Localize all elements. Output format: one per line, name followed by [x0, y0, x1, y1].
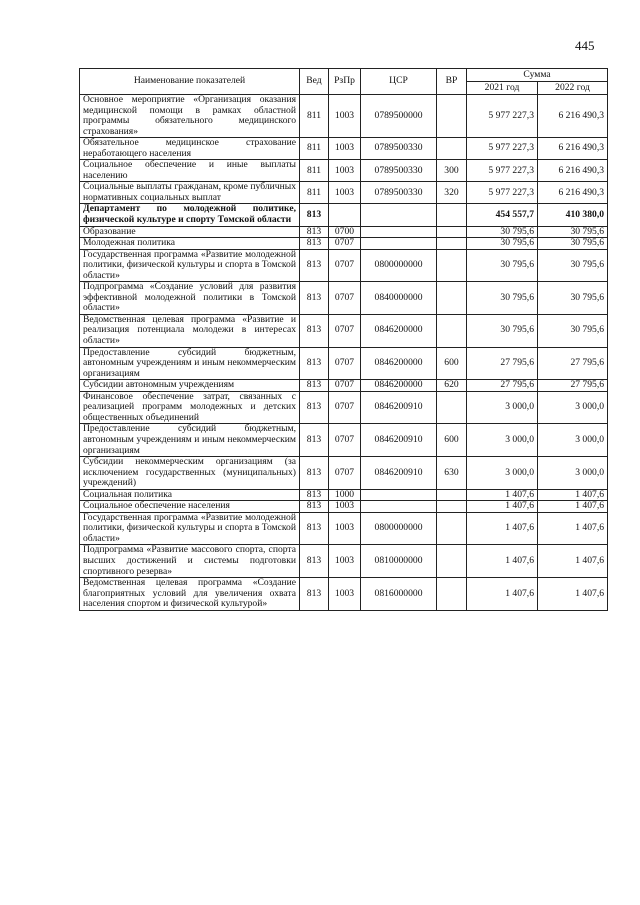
header-year-2021: 2021 год — [467, 82, 538, 95]
cell-csr: 0846200910 — [361, 457, 437, 490]
cell-csr — [361, 501, 437, 513]
table-row — [80, 160, 608, 182]
cell-amount-2021: 30 795,6 — [467, 314, 538, 347]
cell-csr: 0800000000 — [361, 249, 437, 282]
cell-ved: 813 — [300, 391, 329, 424]
cell-ved: 813 — [300, 380, 329, 392]
cell-name: Финансовое обеспечение затрат, связанных с реализацией программ молодежных и детских общественных объединений — [80, 391, 300, 424]
cell-csr: 0800000000 — [361, 512, 437, 545]
cell-name: Основное мероприятие «Организация оказания медицинской помощи в рамках областной программы обязательного медицинского страхования» — [80, 95, 300, 138]
cell-csr: 0846200000 — [361, 380, 437, 392]
cell-name: Подпрограмма «Создание условий для развития эффективной молодежной политики в Томской области» — [80, 282, 300, 315]
cell-amount-2021: 5 977 227,3 — [467, 138, 538, 160]
cell-name: Образование — [80, 226, 300, 238]
cell-csr: 0789500000 — [361, 95, 437, 138]
table-row — [80, 282, 608, 315]
cell-ved: 813 — [300, 226, 329, 238]
cell-csr: 0846200910 — [361, 391, 437, 424]
cell-csr: 0840000000 — [361, 282, 437, 315]
cell-rzpr: 1003 — [329, 138, 361, 160]
cell-ved: 813 — [300, 347, 329, 380]
cell-amount-2022: 30 795,6 — [538, 226, 608, 238]
cell-amount-2022: 1 407,6 — [538, 545, 608, 578]
cell-csr — [361, 238, 437, 250]
cell-amount-2022: 30 795,6 — [538, 314, 608, 347]
cell-rzpr: 0707 — [329, 457, 361, 490]
cell-vr: 600 — [437, 347, 467, 380]
cell-amount-2021: 1 407,6 — [467, 501, 538, 513]
table-row — [80, 204, 608, 226]
cell-vr — [437, 501, 467, 513]
cell-amount-2022: 3 000,0 — [538, 457, 608, 490]
cell-amount-2022: 410 380,0 — [538, 204, 608, 226]
cell-ved: 811 — [300, 95, 329, 138]
cell-name: Социальные выплаты гражданам, кроме публичных нормативных социальных выплат — [80, 182, 300, 204]
table-row — [80, 457, 608, 490]
cell-name: Обязательное медицинское страхование неработающего населения — [80, 138, 300, 160]
cell-name: Социальное обеспечение и иные выплаты населению — [80, 160, 300, 182]
cell-amount-2022: 6 216 490,3 — [538, 95, 608, 138]
cell-ved: 813 — [300, 457, 329, 490]
cell-ved: 813 — [300, 545, 329, 578]
cell-amount-2021: 3 000,0 — [467, 424, 538, 457]
cell-ved: 813 — [300, 238, 329, 250]
cell-vr: 320 — [437, 182, 467, 204]
cell-amount-2021: 5 977 227,3 — [467, 182, 538, 204]
cell-ved: 813 — [300, 249, 329, 282]
cell-name: Ведомственная целевая программа «Создание благоприятных условий для увеличения охвата населения спортом и физической культурой» — [80, 578, 300, 611]
cell-rzpr: 0707 — [329, 347, 361, 380]
cell-amount-2021: 30 795,6 — [467, 238, 538, 250]
table-row — [80, 238, 608, 250]
cell-amount-2022: 1 407,6 — [538, 501, 608, 513]
cell-name: Департамент по молодежной политике, физической культуре и спорту Томской области — [80, 204, 300, 226]
cell-ved: 813 — [300, 578, 329, 611]
header-ved: Вед — [300, 69, 329, 95]
cell-name: Социальная политика — [80, 489, 300, 501]
cell-vr — [437, 391, 467, 424]
cell-rzpr: 1003 — [329, 182, 361, 204]
cell-rzpr: 0707 — [329, 380, 361, 392]
cell-amount-2022: 6 216 490,3 — [538, 182, 608, 204]
cell-amount-2021: 30 795,6 — [467, 226, 538, 238]
cell-vr — [437, 249, 467, 282]
table-row — [80, 182, 608, 204]
table-body — [80, 95, 608, 611]
cell-name: Подпрограмма «Развитие массового спорта, спорта высших достижений и системы подготовки спортивного резерва» — [80, 545, 300, 578]
cell-vr — [437, 489, 467, 501]
cell-name: Молодежная политика — [80, 238, 300, 250]
cell-ved: 811 — [300, 160, 329, 182]
cell-amount-2022: 30 795,6 — [538, 238, 608, 250]
cell-amount-2022: 27 795,6 — [538, 347, 608, 380]
cell-amount-2022: 1 407,6 — [538, 512, 608, 545]
cell-amount-2021: 1 407,6 — [467, 545, 538, 578]
table-row — [80, 501, 608, 513]
cell-vr — [437, 512, 467, 545]
cell-vr — [437, 282, 467, 315]
cell-csr — [361, 226, 437, 238]
cell-ved: 813 — [300, 314, 329, 347]
cell-vr: 300 — [437, 160, 467, 182]
cell-rzpr: 1003 — [329, 501, 361, 513]
table-row — [80, 249, 608, 282]
cell-rzpr: 1003 — [329, 512, 361, 545]
cell-amount-2021: 454 557,7 — [467, 204, 538, 226]
cell-name: Государственная программа «Развитие молодежной политики, физической культуры и спорта в Томской области» — [80, 512, 300, 545]
cell-amount-2021: 3 000,0 — [467, 391, 538, 424]
table-row — [80, 347, 608, 380]
cell-name: Предоставление субсидий бюджетным, автономным учреждениям и иным некоммерческим организациям — [80, 347, 300, 380]
table-row — [80, 578, 608, 611]
budget-table — [79, 68, 608, 611]
header-name: Наименование показателей — [80, 69, 300, 95]
cell-csr: 0816000000 — [361, 578, 437, 611]
cell-amount-2022: 1 407,6 — [538, 489, 608, 501]
header-rzpr: РзПр — [329, 69, 361, 95]
cell-amount-2021: 1 407,6 — [467, 512, 538, 545]
cell-csr — [361, 489, 437, 501]
cell-rzpr: 0707 — [329, 238, 361, 250]
cell-csr: 0846200000 — [361, 347, 437, 380]
table-row — [80, 545, 608, 578]
cell-amount-2021: 5 977 227,3 — [467, 95, 538, 138]
cell-vr: 630 — [437, 457, 467, 490]
cell-amount-2021: 30 795,6 — [467, 282, 538, 315]
header-row — [80, 69, 608, 82]
header-sum: Сумма — [467, 69, 608, 82]
cell-vr — [437, 95, 467, 138]
cell-name: Предоставление субсидий бюджетным, автономным учреждениям и иным некоммерческим организациям — [80, 424, 300, 457]
cell-rzpr: 0707 — [329, 282, 361, 315]
table-row — [80, 95, 608, 138]
header-year-2022: 2022 год — [538, 82, 608, 95]
cell-amount-2022: 3 000,0 — [538, 424, 608, 457]
cell-ved: 813 — [300, 282, 329, 315]
table-row — [80, 380, 608, 392]
table-row — [80, 391, 608, 424]
page-number: 445 — [575, 38, 595, 53]
cell-rzpr: 1003 — [329, 545, 361, 578]
cell-amount-2022: 1 407,6 — [538, 578, 608, 611]
cell-rzpr: 1003 — [329, 578, 361, 611]
header-vr: ВР — [437, 69, 467, 95]
cell-rzpr: 0707 — [329, 391, 361, 424]
cell-amount-2022: 27 795,6 — [538, 380, 608, 392]
table-row — [80, 138, 608, 160]
cell-rzpr: 1000 — [329, 489, 361, 501]
table-row — [80, 424, 608, 457]
cell-csr: 0789500330 — [361, 182, 437, 204]
cell-vr — [437, 314, 467, 347]
cell-csr: 0846200000 — [361, 314, 437, 347]
cell-amount-2022: 6 216 490,3 — [538, 138, 608, 160]
cell-ved: 813 — [300, 204, 329, 226]
cell-rzpr: 0707 — [329, 249, 361, 282]
cell-rzpr: 0700 — [329, 226, 361, 238]
cell-rzpr: 0707 — [329, 314, 361, 347]
table-row — [80, 226, 608, 238]
cell-csr: 0810000000 — [361, 545, 437, 578]
cell-amount-2022: 6 216 490,3 — [538, 160, 608, 182]
cell-name: Субсидии некоммерческим организациям (за исключением государственных (муниципальных) учреждений) — [80, 457, 300, 490]
header-csr: ЦСР — [361, 69, 437, 95]
cell-amount-2021: 27 795,6 — [467, 380, 538, 392]
cell-csr: 0789500330 — [361, 160, 437, 182]
cell-vr: 600 — [437, 424, 467, 457]
cell-vr — [437, 578, 467, 611]
cell-rzpr — [329, 204, 361, 226]
cell-name: Социальное обеспечение населения — [80, 501, 300, 513]
cell-amount-2021: 5 977 227,3 — [467, 160, 538, 182]
cell-amount-2021: 30 795,6 — [467, 249, 538, 282]
cell-rzpr: 0707 — [329, 424, 361, 457]
cell-vr — [437, 226, 467, 238]
cell-ved: 813 — [300, 501, 329, 513]
cell-amount-2022: 30 795,6 — [538, 282, 608, 315]
cell-name: Государственная программа «Развитие молодежной политики, физической культуры и спорта в Томской области» — [80, 249, 300, 282]
cell-vr — [437, 238, 467, 250]
cell-vr: 620 — [437, 380, 467, 392]
cell-amount-2022: 30 795,6 — [538, 249, 608, 282]
cell-ved: 813 — [300, 424, 329, 457]
cell-csr — [361, 204, 437, 226]
cell-amount-2021: 1 407,6 — [467, 489, 538, 501]
table-row — [80, 512, 608, 545]
cell-csr: 0846200910 — [361, 424, 437, 457]
cell-ved: 813 — [300, 489, 329, 501]
cell-vr — [437, 138, 467, 160]
cell-ved: 813 — [300, 512, 329, 545]
table-row — [80, 489, 608, 501]
cell-csr: 0789500330 — [361, 138, 437, 160]
cell-name: Субсидии автономным учреждениям — [80, 380, 300, 392]
cell-amount-2022: 3 000,0 — [538, 391, 608, 424]
table-row — [80, 314, 608, 347]
cell-ved: 811 — [300, 138, 329, 160]
cell-rzpr: 1003 — [329, 95, 361, 138]
cell-ved: 811 — [300, 182, 329, 204]
cell-name: Ведомственная целевая программа «Развитие и реализация потенциала молодежи в интересах области» — [80, 314, 300, 347]
cell-amount-2021: 1 407,6 — [467, 578, 538, 611]
cell-amount-2021: 3 000,0 — [467, 457, 538, 490]
cell-vr — [437, 204, 467, 226]
cell-rzpr: 1003 — [329, 160, 361, 182]
cell-amount-2021: 27 795,6 — [467, 347, 538, 380]
cell-vr — [437, 545, 467, 578]
